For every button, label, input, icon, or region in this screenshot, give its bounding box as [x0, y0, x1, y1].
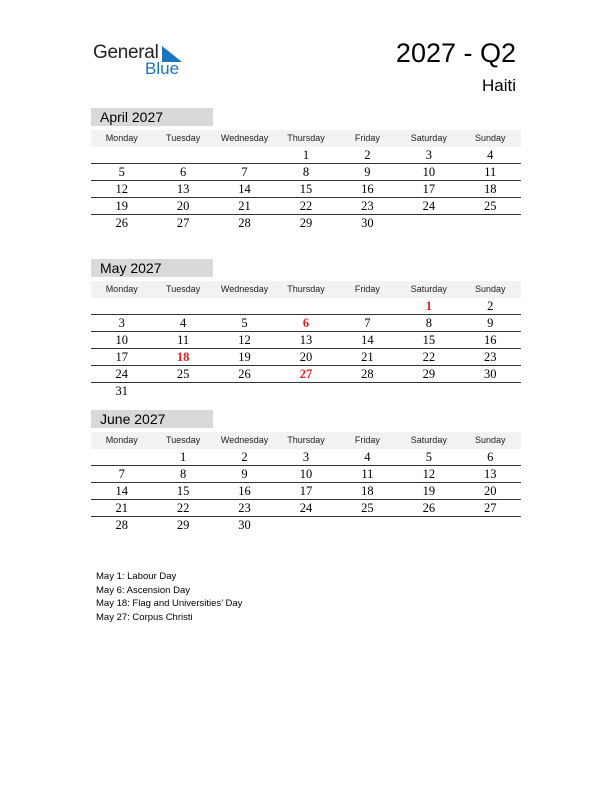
day-cell: 26 [115, 216, 128, 230]
day-cell: 18 [483, 182, 497, 196]
weekday-label: Sunday [474, 435, 506, 445]
day-cell [398, 215, 459, 231]
day-cell: 1 [302, 148, 310, 162]
weekday-label: Monday [105, 284, 138, 294]
holiday-day-cell: 1 [425, 299, 432, 313]
day-cell [91, 147, 152, 163]
day-cell: 22 [299, 199, 313, 213]
day-cell: 29 [176, 518, 190, 532]
day-cell: 5 [241, 316, 248, 330]
holiday-note: May 27: Corpus Christi [96, 611, 193, 623]
weekday-header-row [91, 281, 521, 298]
day-cell: 13 [299, 333, 313, 347]
day-cell: 4 [364, 450, 371, 464]
weekday-label: Wednesday [220, 133, 269, 143]
weekday-header-row [91, 130, 521, 147]
day-cell: 25 [361, 501, 374, 515]
week-row [91, 366, 521, 383]
day-cell: 24 [422, 199, 436, 213]
day-cell [337, 517, 398, 533]
month-title: June 2027 [91, 410, 213, 428]
month-june [91, 410, 521, 533]
weekday-label: Saturday [410, 435, 447, 445]
week-row [91, 449, 521, 466]
day-cell [337, 298, 398, 314]
day-cell: 2 [241, 450, 248, 464]
holiday-note: May 6: Ascension Day [96, 584, 190, 596]
holiday-day-cell: 27 [299, 367, 313, 381]
day-cell: 10 [422, 165, 436, 179]
holiday-notes [96, 570, 242, 624]
day-cell: 10 [299, 467, 313, 481]
week-rows [91, 147, 521, 231]
week-row [91, 500, 521, 517]
weekday-label: Wednesday [220, 284, 269, 294]
day-cell [214, 147, 275, 163]
weekday-label: Thursday [287, 133, 325, 143]
weekday-label: Sunday [474, 284, 506, 294]
day-cell: 19 [115, 199, 128, 213]
day-cell: 17 [299, 484, 313, 498]
day-cell: 28 [115, 518, 128, 532]
country-name: Haiti [481, 76, 516, 95]
day-cell: 12 [422, 467, 436, 481]
weekday-label: Tuesday [166, 435, 201, 445]
day-cell [460, 383, 521, 399]
day-cell [460, 215, 521, 231]
day-cell [275, 298, 336, 314]
day-cell: 23 [483, 350, 497, 364]
day-cell: 12 [115, 182, 128, 196]
day-cell: 8 [302, 165, 310, 179]
day-cell: 19 [238, 350, 251, 364]
day-cell: 11 [177, 333, 190, 347]
week-row [91, 298, 521, 315]
week-rows [91, 449, 521, 533]
weekday-label: Thursday [287, 284, 325, 294]
weekday-label: Friday [354, 435, 380, 445]
week-row [91, 349, 521, 366]
day-cell: 25 [176, 367, 190, 381]
weekday-label: Thursday [287, 435, 325, 445]
day-cell: 11 [361, 467, 374, 481]
day-cell: 12 [238, 333, 251, 347]
day-cell: 9 [241, 467, 248, 481]
day-cell: 15 [176, 484, 190, 498]
week-row [91, 315, 521, 332]
week-row [91, 466, 521, 483]
logo-text-general: General [93, 42, 159, 63]
day-cell: 31 [115, 384, 128, 398]
day-cell: 18 [361, 484, 374, 498]
month-april [91, 108, 521, 231]
day-cell: 26 [238, 367, 251, 381]
day-cell [152, 383, 213, 399]
day-cell: 9 [487, 316, 494, 330]
week-row [91, 483, 521, 500]
day-cell [275, 517, 336, 533]
holiday-day-cell: 18 [176, 350, 190, 364]
day-cell: 20 [176, 199, 190, 213]
holiday-day-cell: 6 [302, 316, 310, 330]
day-cell [91, 449, 152, 465]
day-cell: 8 [425, 316, 432, 330]
logo-text-blue: Blue [145, 59, 180, 78]
day-cell: 21 [238, 199, 251, 213]
day-cell: 3 [425, 148, 432, 162]
day-cell [398, 383, 459, 399]
week-row [91, 164, 521, 181]
day-cell: 15 [299, 182, 313, 196]
weekday-label: Tuesday [166, 284, 201, 294]
month-title: April 2027 [91, 108, 213, 126]
day-cell: 9 [364, 165, 371, 179]
weekday-label: Saturday [410, 284, 447, 294]
day-cell: 16 [483, 333, 497, 347]
day-cell: 20 [483, 484, 497, 498]
day-cell: 4 [180, 316, 187, 330]
day-cell: 29 [299, 216, 313, 230]
week-row [91, 147, 521, 164]
day-cell: 6 [180, 165, 187, 179]
weekday-label: Wednesday [220, 435, 269, 445]
day-cell [398, 517, 459, 533]
day-cell: 30 [361, 216, 374, 230]
week-row [91, 332, 521, 349]
day-cell: 13 [483, 467, 497, 481]
day-cell: 10 [115, 333, 128, 347]
day-cell [152, 298, 213, 314]
day-cell: 2 [364, 148, 371, 162]
generalblue-logo [93, 40, 193, 80]
day-cell: 3 [302, 450, 310, 464]
day-cell: 30 [238, 518, 251, 532]
day-cell [152, 147, 213, 163]
month-title: May 2027 [91, 259, 213, 277]
day-cell: 7 [241, 165, 248, 179]
weekday-label: Monday [105, 133, 138, 143]
holiday-note: May 18: Flag and Universities’ Day [96, 598, 243, 609]
day-cell: 17 [115, 350, 128, 364]
page-title: 2027 - Q2 [395, 38, 516, 68]
day-cell [275, 383, 336, 399]
weekday-label: Monday [105, 435, 138, 445]
week-row [91, 215, 521, 231]
day-cell: 28 [238, 216, 251, 230]
week-row [91, 198, 521, 215]
day-cell: 15 [422, 333, 436, 347]
day-cell: 1 [180, 450, 187, 464]
day-cell: 28 [361, 367, 374, 381]
weekday-label: Saturday [410, 133, 447, 143]
week-row [91, 517, 521, 533]
week-row [91, 181, 521, 198]
week-row [91, 383, 521, 399]
weekday-label: Friday [354, 284, 380, 294]
day-cell: 23 [238, 501, 251, 515]
day-cell: 7 [364, 316, 371, 330]
day-cell: 5 [425, 450, 432, 464]
day-cell [214, 383, 275, 399]
day-cell: 25 [483, 199, 497, 213]
day-cell: 6 [487, 450, 494, 464]
day-cell: 30 [483, 367, 497, 381]
day-cell [91, 298, 152, 314]
day-cell: 13 [176, 182, 190, 196]
day-cell: 3 [118, 316, 125, 330]
day-cell: 27 [176, 216, 190, 230]
day-cell: 22 [176, 501, 190, 515]
day-cell: 22 [422, 350, 436, 364]
day-cell [214, 298, 275, 314]
day-cell: 14 [361, 333, 374, 347]
holiday-note: May 1: Labour Day [96, 571, 177, 582]
day-cell: 17 [422, 182, 436, 196]
weekday-label: Tuesday [166, 133, 201, 143]
week-rows [91, 298, 521, 399]
day-cell: 5 [118, 165, 125, 179]
day-cell: 8 [180, 467, 187, 481]
day-cell: 16 [238, 484, 251, 498]
day-cell [460, 517, 521, 533]
day-cell: 4 [487, 148, 494, 162]
day-cell: 21 [115, 501, 128, 515]
day-cell: 23 [361, 199, 374, 213]
day-cell: 20 [299, 350, 313, 364]
day-cell: 7 [118, 467, 125, 481]
day-cell: 24 [299, 501, 313, 515]
day-cell: 14 [115, 484, 128, 498]
weekday-header-row [91, 432, 521, 449]
day-cell: 2 [487, 299, 494, 313]
month-may [91, 259, 521, 399]
day-cell: 19 [422, 484, 436, 498]
day-cell: 29 [422, 367, 436, 381]
day-cell: 21 [361, 350, 374, 364]
day-cell [337, 383, 398, 399]
day-cell: 16 [361, 182, 374, 196]
weekday-label: Friday [354, 133, 380, 143]
day-cell: 11 [484, 165, 497, 179]
weekday-label: Sunday [474, 133, 506, 143]
day-cell: 24 [115, 367, 128, 381]
day-cell: 14 [238, 182, 251, 196]
day-cell: 26 [422, 501, 436, 515]
day-cell: 27 [483, 501, 497, 515]
